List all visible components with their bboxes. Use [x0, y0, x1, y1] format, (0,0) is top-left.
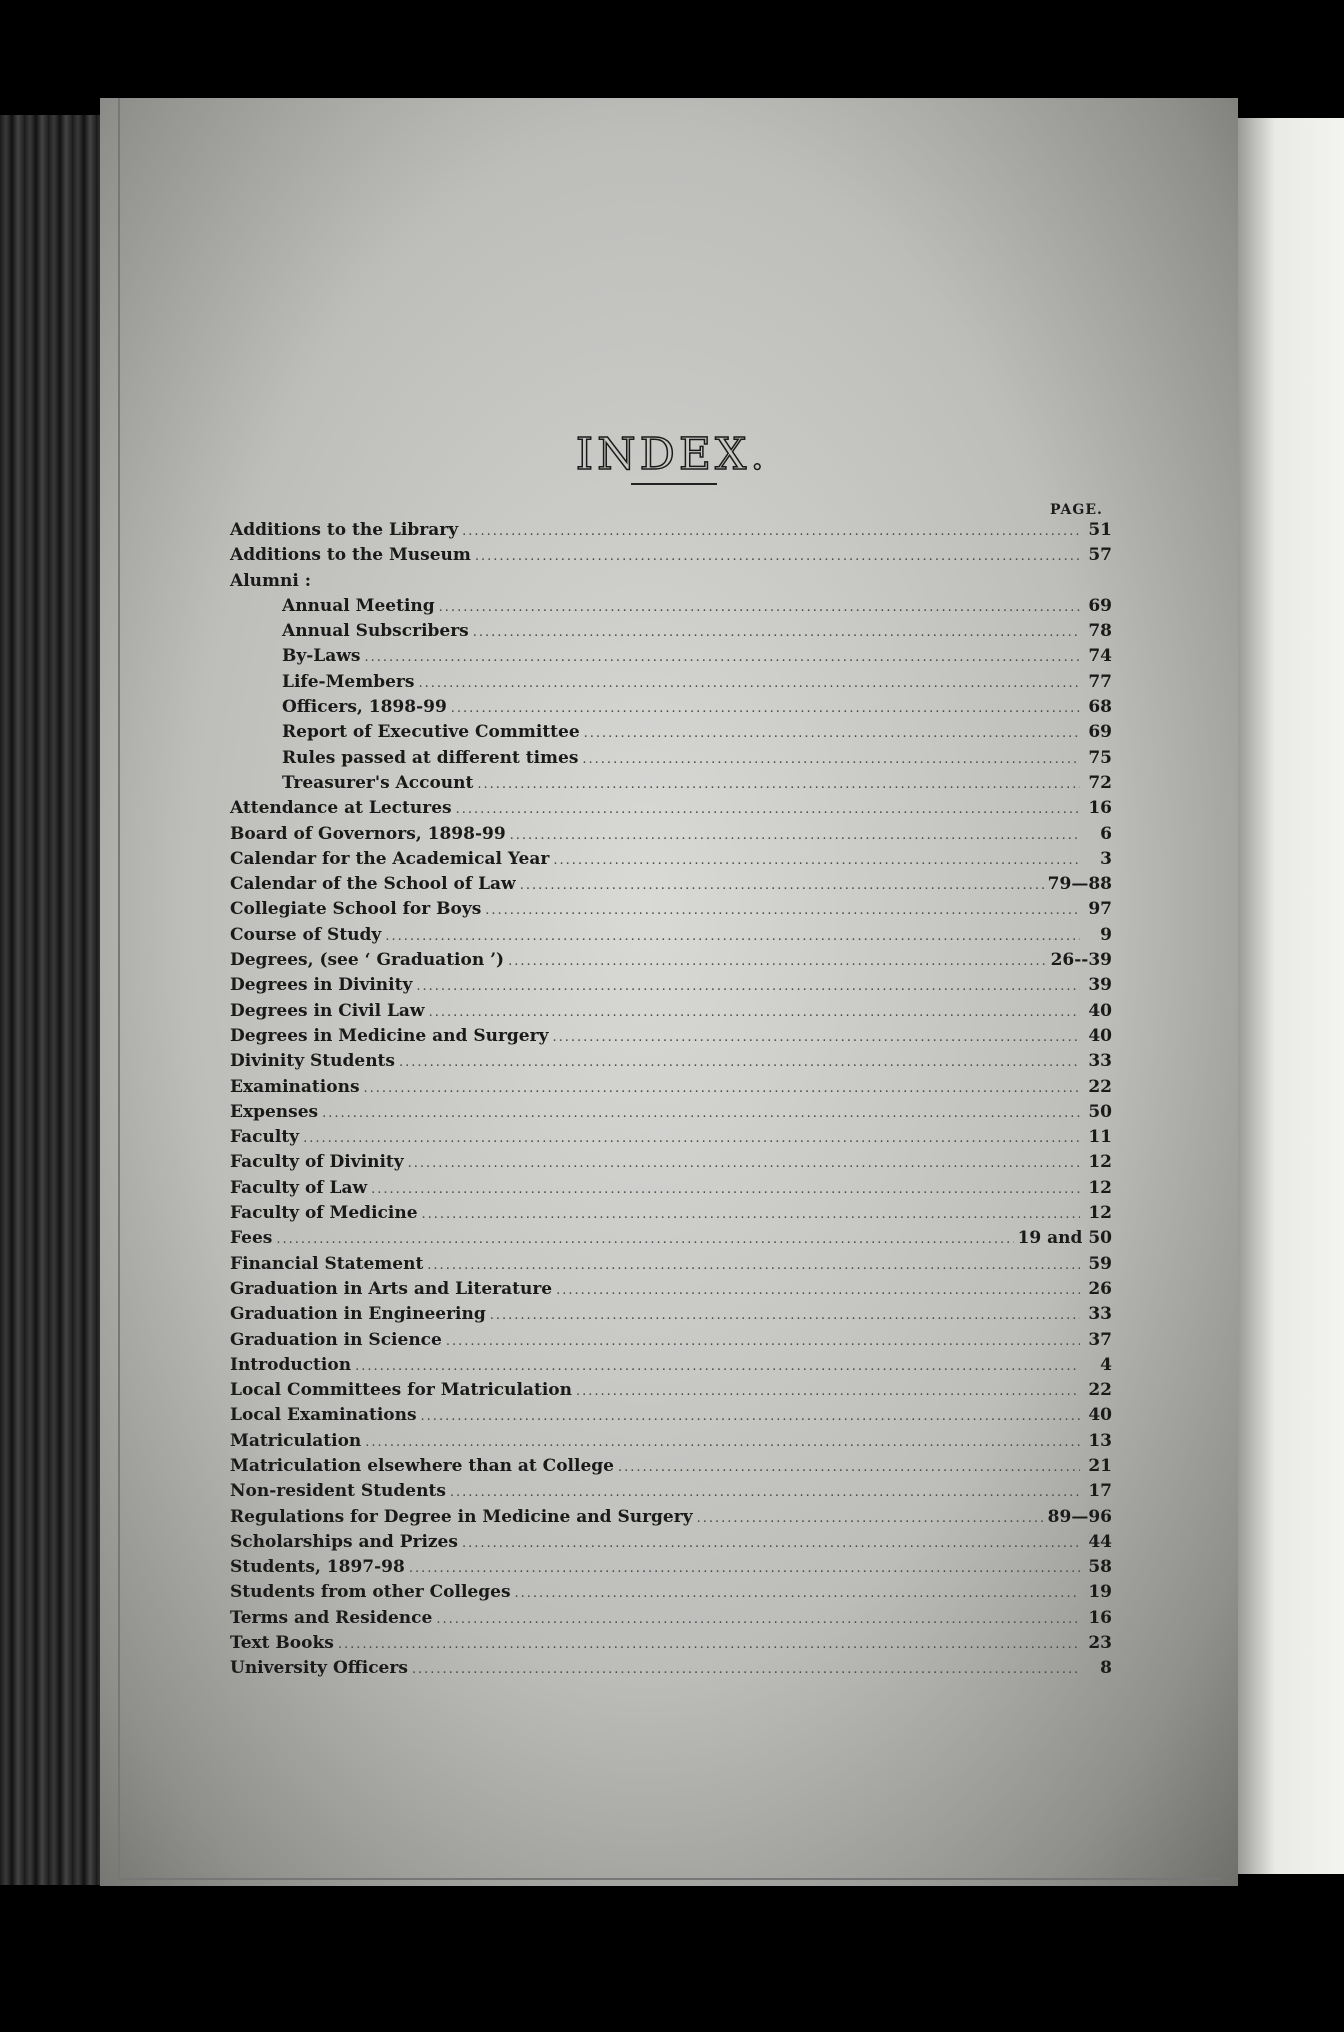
- index-entry-page: 74: [1088, 646, 1112, 667]
- index-entry-label: Matriculation: [230, 1430, 362, 1451]
- index-entry: [230, 646, 1112, 671]
- index-entry: [230, 798, 1112, 823]
- dot-leader: [322, 1106, 1080, 1121]
- index-entry: [230, 1026, 1112, 1051]
- dot-leader: [490, 1308, 1080, 1323]
- index-entry: [230, 1279, 1112, 1304]
- index-entry-page: 57: [1088, 545, 1112, 566]
- dot-leader: [618, 1460, 1080, 1475]
- dot-leader: [456, 802, 1080, 817]
- index-entry-label: Expenses: [230, 1101, 319, 1122]
- index-entry-page: 40: [1088, 1405, 1112, 1426]
- index-entry-page: 21: [1088, 1455, 1112, 1476]
- dot-leader: [553, 853, 1080, 868]
- dot-leader: [338, 1637, 1080, 1652]
- index-entry: [230, 1203, 1112, 1228]
- index-entry-label: Degrees, (see ‘ Graduation ’): [230, 950, 505, 971]
- index-entry-label: Non-resident Students: [230, 1481, 446, 1502]
- index-entry-label: Fees: [230, 1228, 273, 1249]
- dot-leader: [477, 777, 1080, 792]
- dot-leader: [485, 903, 1080, 918]
- index-entry: [230, 621, 1112, 646]
- index-entry: [230, 975, 1112, 1000]
- index-entry: [230, 1304, 1112, 1329]
- index-entry-page: 19: [1088, 1582, 1112, 1603]
- index-entry-page: 17: [1088, 1481, 1112, 1502]
- index-entry: [230, 1178, 1112, 1203]
- index-entry: [230, 1152, 1112, 1177]
- index-entry: [230, 722, 1112, 747]
- index-entry: [230, 1051, 1112, 1076]
- index-entry-label: Faculty of Medicine: [230, 1203, 418, 1224]
- index-entry: [230, 1557, 1112, 1582]
- dot-leader: [515, 1586, 1080, 1601]
- index-entry-page: 26: [1088, 1278, 1112, 1299]
- index-entry-page: 22: [1088, 1380, 1112, 1401]
- index-entry: [230, 1507, 1112, 1532]
- dot-leader: [439, 600, 1080, 615]
- index-entry-label: Students from other Colleges: [230, 1582, 511, 1603]
- index-entry-page: 50: [1088, 1101, 1112, 1122]
- dot-leader: [418, 676, 1080, 691]
- index-entry-page: 8: [1100, 1658, 1112, 1679]
- dot-leader: [462, 524, 1080, 539]
- page-title: INDEX.: [575, 429, 769, 481]
- dot-leader: [303, 1131, 1080, 1146]
- index-entry-page: 58: [1088, 1557, 1112, 1578]
- index-entry-label: Alumni :: [230, 570, 312, 591]
- index-entry: [230, 1658, 1112, 1683]
- index-entry-label: Treasurer's Account: [282, 772, 474, 793]
- index-entry: [230, 1532, 1112, 1557]
- dot-leader: [556, 1283, 1080, 1298]
- index-entry: [230, 672, 1112, 697]
- title-rule: [631, 483, 717, 485]
- index-entry: [230, 697, 1112, 722]
- index-entry-label: Scholarships and Prizes: [230, 1531, 458, 1552]
- dot-leader: [584, 726, 1080, 741]
- index-entry-page: 40: [1088, 1000, 1112, 1021]
- dot-leader: [412, 1662, 1080, 1677]
- index-entry-label: Faculty of Divinity: [230, 1152, 404, 1173]
- index-entry: [230, 925, 1112, 950]
- index-entry-page: 11: [1088, 1127, 1112, 1148]
- dot-leader: [552, 1030, 1080, 1045]
- index-entry-page: 79—88: [1047, 874, 1112, 895]
- index-entry: [230, 1633, 1112, 1658]
- index-entry-label: Divinity Students: [230, 1051, 395, 1072]
- index-entry-label: Financial Statement: [230, 1253, 424, 1274]
- index-entry-label: Graduation in Science: [230, 1329, 442, 1350]
- index-entry: [230, 1405, 1112, 1430]
- index-entry-page: 39: [1088, 975, 1112, 996]
- index-entry: [230, 1355, 1112, 1380]
- index-entry: [230, 950, 1112, 975]
- dot-leader: [451, 701, 1080, 716]
- index-entry-page: 69: [1088, 595, 1112, 616]
- index-entry-label: Local Committees for Matriculation: [230, 1380, 572, 1401]
- index-entry-label: Course of Study: [230, 924, 382, 945]
- index-entry-label: Board of Governors, 1898-99: [230, 823, 506, 844]
- index-entry: [230, 1330, 1112, 1355]
- index-entry: [230, 849, 1112, 874]
- index-entry: [230, 773, 1112, 798]
- index-entry-label: Degrees in Civil Law: [230, 1000, 425, 1021]
- dot-leader: [429, 1005, 1080, 1020]
- index-entry-page: 16: [1088, 1607, 1112, 1628]
- dot-leader: [422, 1207, 1080, 1222]
- index-entry-page: 68: [1088, 697, 1112, 718]
- index-entry-page: 9: [1100, 924, 1112, 945]
- dot-leader: [365, 1435, 1080, 1450]
- index-entry-page: 72: [1088, 772, 1112, 793]
- index-entry-label: Graduation in Engineering: [230, 1304, 486, 1325]
- index-entry-label: Terms and Residence: [230, 1607, 433, 1628]
- index-entry-label: Report of Executive Committee: [282, 722, 580, 743]
- index-entry-page: 97: [1088, 899, 1112, 920]
- index-entry-label: Regulations for Degree in Medicine and Surgery: [230, 1506, 693, 1527]
- index-entry-page: 12: [1088, 1152, 1112, 1173]
- dot-leader: [421, 1409, 1080, 1424]
- dot-leader: [520, 878, 1044, 893]
- index-entry-page: 23: [1088, 1633, 1112, 1654]
- index-entry-label: Faculty of Law: [230, 1177, 368, 1198]
- index-entry-page: 19 and 50: [1017, 1228, 1112, 1249]
- page-column-header: PAGE.: [1050, 502, 1103, 518]
- index-entry: [230, 1102, 1112, 1127]
- index-entry-label: University Officers: [230, 1658, 408, 1679]
- index-entry-label: Additions to the Library: [230, 520, 459, 540]
- dot-leader: [697, 1511, 1044, 1526]
- index-entry-page: 22: [1088, 1076, 1112, 1097]
- index-entry-page: 40: [1088, 1025, 1112, 1046]
- index-entry: [230, 1431, 1112, 1456]
- dot-leader: [510, 828, 1080, 843]
- index-entry-page: 12: [1088, 1203, 1112, 1224]
- index-entry-page: 75: [1088, 747, 1112, 768]
- index-entry-label: Rules passed at different times: [282, 747, 579, 768]
- dot-leader: [399, 1055, 1080, 1070]
- index-entry-label: Life-Members: [282, 671, 415, 692]
- index-entry-label: Local Examinations: [230, 1405, 417, 1426]
- index-entry: [230, 520, 1112, 545]
- facing-page-edge: [1238, 118, 1344, 1874]
- index-entry-page: 37: [1088, 1329, 1112, 1350]
- index-entry: [230, 1481, 1112, 1506]
- index-entry-page: 51: [1088, 520, 1112, 540]
- dot-leader: [576, 1384, 1080, 1399]
- index-entry-page: 33: [1088, 1051, 1112, 1072]
- index-entry: [230, 1127, 1112, 1152]
- index-entry-page: 89—96: [1047, 1506, 1112, 1527]
- index-entry-label: Attendance at Lectures: [230, 798, 452, 819]
- index-entry-label: Calendar for the Academical Year: [230, 848, 550, 869]
- index-entry: [230, 899, 1112, 924]
- book-binding: [0, 115, 100, 1885]
- dot-leader: [462, 1536, 1080, 1551]
- index-entry-label: By-Laws: [282, 646, 361, 667]
- index-entry: [230, 1380, 1112, 1405]
- index-list: [230, 520, 1112, 1684]
- index-entry: [230, 1456, 1112, 1481]
- index-entry: [230, 1077, 1112, 1102]
- index-entry-page: 4: [1100, 1354, 1112, 1375]
- index-entry-page: 12: [1088, 1177, 1112, 1198]
- dot-leader: [276, 1232, 1013, 1247]
- dot-leader: [364, 1081, 1080, 1096]
- index-entry: [230, 1608, 1112, 1633]
- dot-leader: [450, 1485, 1080, 1500]
- dot-leader: [475, 549, 1080, 564]
- index-entry: [230, 874, 1112, 899]
- index-entry-page: 3: [1100, 848, 1112, 869]
- index-entry-label: Matriculation elsewhere than at College: [230, 1455, 614, 1476]
- index-entry-label: Introduction: [230, 1354, 352, 1375]
- dot-leader: [408, 1156, 1080, 1171]
- index-entry-label: Degrees in Medicine and Surgery: [230, 1025, 549, 1046]
- index-entry-page: 6: [1100, 823, 1112, 844]
- index-entry-page: 78: [1088, 621, 1112, 642]
- index-entry: [230, 748, 1112, 773]
- index-entry-label: Collegiate School for Boys: [230, 899, 482, 920]
- index-entry: [230, 1254, 1112, 1279]
- index-entry-label: Annual Meeting: [282, 595, 435, 616]
- index-entry-page: 44: [1088, 1531, 1112, 1552]
- index-entry-page: 77: [1088, 671, 1112, 692]
- index-entry-label: Graduation in Arts and Literature: [230, 1278, 553, 1299]
- dot-leader: [436, 1612, 1080, 1627]
- index-entry-label: Faculty: [230, 1127, 300, 1148]
- dot-leader: [427, 1258, 1080, 1273]
- index-entry: [230, 1582, 1112, 1607]
- index-entry: [230, 1228, 1112, 1253]
- index-entry-page: 16: [1088, 798, 1112, 819]
- index-entry-page: 69: [1088, 722, 1112, 743]
- dot-leader: [385, 929, 1080, 944]
- dot-leader: [355, 1359, 1080, 1374]
- dot-leader: [409, 1561, 1080, 1576]
- index-entry-label: Degrees in Divinity: [230, 975, 413, 996]
- index-entry: [230, 545, 1112, 570]
- index-entry-label: Examinations: [230, 1076, 360, 1097]
- index-entry-label: Annual Subscribers: [282, 621, 469, 642]
- index-entry-label: Text Books: [230, 1633, 334, 1654]
- dot-leader: [371, 1182, 1080, 1197]
- index-entry: [230, 596, 1112, 621]
- dot-leader: [416, 979, 1080, 994]
- index-entry-label: Students, 1897-98: [230, 1557, 405, 1578]
- dot-leader: [473, 625, 1080, 640]
- index-entry-page: 59: [1088, 1253, 1112, 1274]
- index-entry-page: 26--39: [1050, 950, 1112, 971]
- index-entry: [230, 571, 1112, 596]
- index-entry-label: Officers, 1898-99: [282, 697, 447, 718]
- index-entry: [230, 1001, 1112, 1026]
- index-entry: [230, 824, 1112, 849]
- index-entry-label: Calendar of the School of Law: [230, 874, 516, 895]
- index-entry-page: 33: [1088, 1304, 1112, 1325]
- dot-leader: [364, 650, 1080, 665]
- dot-leader: [582, 752, 1080, 767]
- index-entry-page: 13: [1088, 1430, 1112, 1451]
- dot-leader: [508, 954, 1046, 969]
- index-entry-label: Additions to the Museum: [230, 545, 471, 566]
- dot-leader: [446, 1334, 1080, 1349]
